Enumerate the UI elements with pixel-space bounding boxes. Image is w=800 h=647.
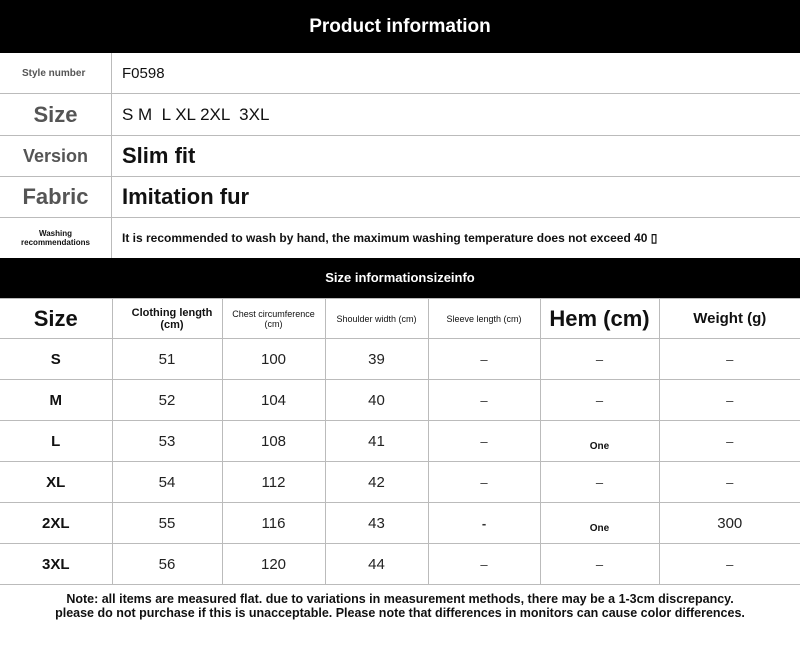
cell-size: 2XL [0, 503, 112, 544]
col-header-clothing-length: Clothing length (cm) [112, 299, 222, 339]
info-value-version: Slim fit [122, 143, 196, 168]
info-label-washing: Washing recommendations [0, 218, 112, 258]
info-value-style-number: F0598 [122, 64, 165, 82]
cell-hem: One [540, 421, 659, 462]
col-header-hem: Hem (cm) [540, 299, 659, 339]
measurement-note [0, 592, 800, 620]
col-header-shoulder: Shoulder width (cm) [325, 299, 428, 339]
info-row-washing [0, 218, 800, 258]
info-label-fabric: Fabric [0, 177, 112, 217]
cell-clothing-length: 54 [112, 462, 222, 503]
note-line-2: please do not purchase if this is unacceptable. Please note that differences in monitors can cause color differences. [55, 606, 745, 620]
cell-chest: 116 [222, 503, 325, 544]
cell-hem: – [540, 380, 659, 421]
info-value-size: S M L XL 2XL 3XL [122, 104, 270, 124]
cell-weight: – [659, 544, 800, 585]
info-row-style-number [0, 53, 800, 94]
cell-clothing-length: 56 [112, 544, 222, 585]
cell-sleeve: – [428, 421, 540, 462]
cell-shoulder: 39 [325, 339, 428, 380]
col-header-weight: Weight (g) [659, 299, 800, 339]
cell-hem: – [540, 339, 659, 380]
cell-clothing-length: 53 [112, 421, 222, 462]
cell-sleeve: - [428, 503, 540, 544]
info-row-size [0, 94, 800, 136]
cell-shoulder: 42 [325, 462, 428, 503]
cell-hem: One [540, 503, 659, 544]
cell-size: S [0, 339, 112, 380]
cell-size: XL [0, 462, 112, 503]
cell-chest: 120 [222, 544, 325, 585]
cell-sleeve: – [428, 339, 540, 380]
cell-size: M [0, 380, 112, 421]
cell-clothing-length: 52 [112, 380, 222, 421]
cell-shoulder: 44 [325, 544, 428, 585]
size-info-header: Size informationsizeinfo [0, 258, 800, 298]
cell-chest: 104 [222, 380, 325, 421]
table-row [0, 503, 800, 544]
col-header-sleeve: Sleeve length (cm) [428, 299, 540, 339]
product-info-header: Product information [0, 0, 800, 53]
cell-sleeve: – [428, 380, 540, 421]
cell-size: 3XL [0, 544, 112, 585]
note-line-1: Note: all items are measured flat. due to variations in measurement methods, there may be a 1-3cm discrepancy. [66, 592, 734, 606]
table-row [0, 462, 800, 503]
cell-hem: – [540, 462, 659, 503]
size-table [0, 298, 800, 585]
cell-clothing-length: 55 [112, 503, 222, 544]
cell-weight: 300 [659, 503, 800, 544]
cell-weight: – [659, 462, 800, 503]
info-label-style-number: Style number [0, 53, 112, 93]
col-header-chest: Chest circumference (cm) [222, 299, 325, 339]
size-table-header-row [0, 299, 800, 339]
cell-chest: 100 [222, 339, 325, 380]
cell-sleeve: – [428, 462, 540, 503]
info-value-washing: It is recommended to wash by hand, the maximum washing temperature does not exceed 40 ▯ [122, 231, 658, 245]
cell-clothing-length: 51 [112, 339, 222, 380]
product-info-table [0, 53, 800, 258]
info-label-size: Size [0, 94, 112, 135]
info-row-version [0, 136, 800, 177]
cell-weight: – [659, 339, 800, 380]
cell-size: L [0, 421, 112, 462]
info-value-fabric: Imitation fur [122, 184, 250, 209]
table-row [0, 339, 800, 380]
cell-shoulder: 40 [325, 380, 428, 421]
table-row [0, 421, 800, 462]
table-row [0, 544, 800, 585]
table-row [0, 380, 800, 421]
cell-weight: – [659, 380, 800, 421]
cell-shoulder: 43 [325, 503, 428, 544]
info-label-version: Version [0, 136, 112, 176]
col-header-size: Size [0, 299, 112, 339]
cell-chest: 112 [222, 462, 325, 503]
cell-sleeve: – [428, 544, 540, 585]
cell-weight: – [659, 421, 800, 462]
cell-shoulder: 41 [325, 421, 428, 462]
info-row-fabric [0, 177, 800, 218]
cell-chest: 108 [222, 421, 325, 462]
cell-hem: – [540, 544, 659, 585]
